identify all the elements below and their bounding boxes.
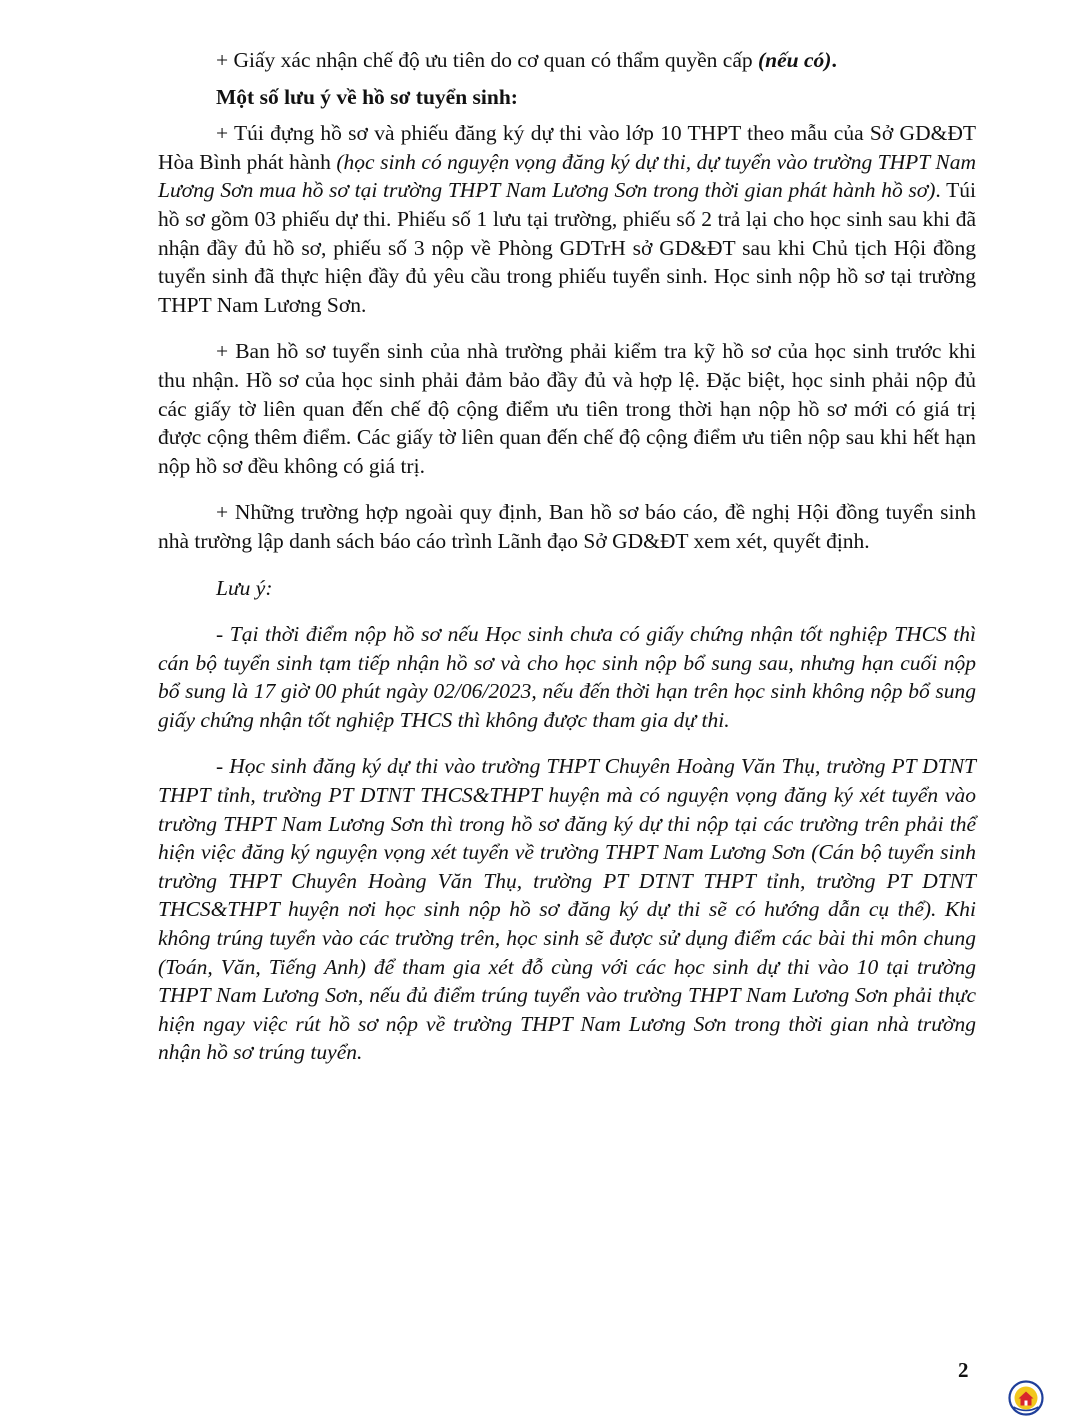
note-specialized-schools: - Học sinh đăng ký dự thi vào trường THPT Chuyên Hoàng Văn Thụ, trường PT DTNT THPT tỉnh, trường PT DTNT THCS&THPT huyện mà có nguyện vọng đăng ký xét tuyển vào trường THPT Nam Lương Sơn thì trong hồ sơ đăng ký dự thi nộp tại các trường trên phải thể hiện việc đăng ký nguyện vọng xét tuyển về trường THPT Nam Lương Sơn (Cán bộ tuyển sinh trường THPT Chuyên Hoàng Văn Thụ, trường PT DTNT THPT tỉnh, trường PT DTNT THCS&THPT huyện nơi học sinh nộp hồ sơ đăng ký dự thi sẽ có hướng dẫn cụ thể). Khi không trúng tuyển vào các trường trên, học sinh sẽ được sử dụng điểm các bài thi môn chung (Toán, Văn, Tiếng Anh) để tham gia xét đỗ cùng với các học sinh dự thi vào 10 tại trường THPT Nam Lương Sơn, nếu đủ điểm trúng tuyển vào trường THPT Nam Lương Sơn phải thực hiện ngay việc rút hồ sơ nộp về trường THPT Nam Lương Sơn trong thời gian nhà trường nhận hồ sơ trúng tuyển. xyxy=(158,754,976,1065)
if-any-note: (nếu có) xyxy=(758,48,832,72)
document-body xyxy=(158,46,976,1067)
paragraph-special-cases: + Những trường hợp ngoài quy định, Ban hồ sơ báo cáo, đề nghị Hội đồng tuyển sinh nhà trường lập danh sách báo cáo trình Lãnh đạo Sở GD&ĐT xem xét, quyết định. xyxy=(158,500,976,553)
paragraph-application-folder xyxy=(158,119,976,319)
priority-certificate-end: . xyxy=(831,48,837,72)
priority-certificate-text: + Giấy xác nhận chế độ ưu tiên do cơ quan có thẩm quyền cấp xyxy=(216,48,759,72)
logo-house-door xyxy=(1025,1401,1028,1406)
section-heading: Một số lưu ý về hồ sơ tuyển sinh: xyxy=(216,84,518,109)
application-folder-text-end: . Túi hồ sơ gồm 03 phiếu dự thi. Phiếu số 1 lưu tại trường, phiếu số 2 trả lại cho học sinh sau khi đã nhận đầy đủ hồ sơ, phiếu số 3 nộp về Phòng GDTrH sở GD&ĐT sau khi Chủ tịch Hội đồng tuyển sinh đã thực hiện đầy đủ yêu cầu trong phiếu tuyển sinh. Học sinh nộp hồ sơ tại trường THPT Nam Lương Sơn. xyxy=(158,178,976,317)
school-logo-icon xyxy=(1006,1380,1046,1416)
note-label: Lưu ý: xyxy=(216,575,273,600)
application-folder-text: + Túi đựng hồ sơ và phiếu đăng ký dự thi vào lớp 10 THPT theo mẫu của Sở GD&ĐT Hòa Bình phát hành xyxy=(158,121,976,174)
paragraph-priority-certificate xyxy=(158,46,976,75)
note-graduation-certificate: - Tại thời điểm nộp hồ sơ nếu Học sinh chưa có giấy chứng nhận tốt nghiệp THCS thì cán bộ tuyển sinh tạm tiếp nhận hồ sơ và cho học sinh nộp bổ sung sau, nhưng hạn cuối nộp bổ sung là 17 giờ 00 phút ngày 02/06/2023, nếu đến thời hạn trên học sinh không nộp bổ sung giấy chứng nhận tốt nghiệp THCS thì không được tham gia dự thi. xyxy=(158,622,976,732)
paragraph-checking-documents: + Ban hồ sơ tuyển sinh của nhà trường phải kiểm tra kỹ hồ sơ của học sinh trước khi thu nhận. Hồ sơ của học sinh phải đảm bảo đầy đủ và hợp lệ. Đặc biệt, học sinh phải nộp đủ các giấy tờ liên quan đến chế độ cộng điểm ưu tiên trong thời hạn nộp hồ sơ mới có giá trị được cộng thêm điểm. Các giấy tờ liên quan đến chế độ cộng điểm ưu tiên nộp sau khi hết hạn nộp hồ sơ đều không có giá trị. xyxy=(158,339,976,478)
application-folder-italic-note: (học sinh có nguyện vọng đăng ký dự thi, dự tuyển vào trường THPT Nam Lương Sơn mua hồ sơ tại trường THPT Nam Lương Sơn trong thời gian phát hành hồ sơ) xyxy=(158,149,976,203)
page-number: 2 xyxy=(958,1358,969,1382)
